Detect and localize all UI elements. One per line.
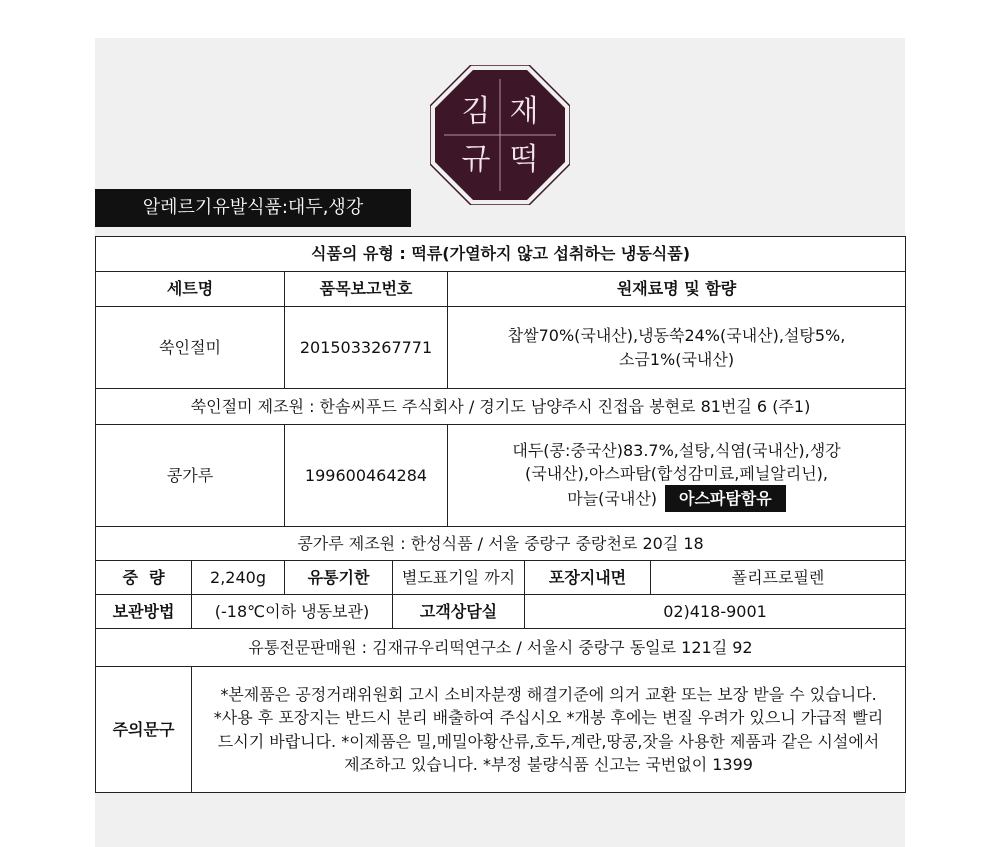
food-label-table: [95, 236, 906, 793]
storage-value: (-18℃이하 냉동보관): [192, 595, 393, 629]
aspartame-badge: 아스파탐함유: [665, 485, 786, 512]
weight-value: 2,240g: [192, 561, 285, 595]
logo-char-2: 재: [509, 94, 539, 129]
manufacturer-info: 콩가루 제조원 : 한성식품 / 서울 중랑구 중랑천로 20길 18: [96, 527, 906, 561]
notice-text: [192, 667, 906, 793]
product-report-no: 2015033267771: [285, 307, 448, 389]
brand-logo: [430, 65, 570, 205]
logo-char-3: 규: [461, 142, 491, 177]
cs-label: 고객상담실: [393, 595, 525, 629]
header-set-name: 세트명: [96, 272, 285, 307]
allergy-banner: 알레르기유발식품:대두,생강: [95, 189, 411, 227]
product-row: [96, 425, 906, 527]
logo-char-1: 김: [461, 94, 491, 129]
ingredients-line: 대두(콩:중국산)83.7%,설탕,식염(국내산),생강: [512, 440, 841, 460]
product-name: 콩가루: [96, 425, 285, 527]
header-ingredients: 원재료명 및 함량: [448, 272, 906, 307]
label-sheet: [95, 38, 905, 847]
expiry-value: 별도표기일 까지: [393, 561, 525, 595]
expiry-label: 유통기한: [285, 561, 393, 595]
logo-char-4: 떡: [509, 142, 539, 177]
cs-phone: 02)418-9001: [525, 595, 906, 629]
storage-label: 보관방법: [96, 595, 192, 629]
product-ingredients: [448, 425, 906, 527]
header-report-no: 품목보고번호: [285, 272, 448, 307]
ingredients-line-text: 마늘(국내산): [567, 489, 658, 509]
product-name: 쑥인절미: [96, 307, 285, 389]
weight-label: 중 량: [96, 561, 192, 595]
notice-line: 제조하고 있습니다. *부정 불량식품 신고는 국번없이 1399: [344, 754, 753, 774]
product-report-no: 199600464284: [285, 425, 448, 527]
distributor-info: 유통전문판매원 : 김재규우리떡연구소 / 서울시 중랑구 동일로 121길 92: [96, 629, 906, 667]
notice-line: *사용 후 포장지는 반드시 분리 배출하여 주십시오 *개봉 후에는 변질 우려가 있으니 가급적 빨리: [213, 708, 884, 728]
food-type: 식품의 유형 : 떡류(가열하지 않고 섭취하는 냉동식품): [96, 237, 906, 272]
notice-line: 드시기 바랍니다. *이제품은 밀,메밀아황산류,호두,계란,땅콩,잣을 사용한 제품과 같은 시설에서: [217, 731, 880, 751]
notice-label: 주의문구: [96, 667, 192, 793]
product-row: [96, 307, 906, 389]
package-value: 폴리프로필렌: [651, 561, 906, 595]
product-ingredients: [448, 307, 906, 389]
notice-line: *본제품은 공정거래위원회 고시 소비자분쟁 해결기준에 의거 교환 또는 보장 받을 수 있습니다.: [220, 685, 877, 705]
manufacturer-info: 쑥인절미 제조원 : 한솜씨푸드 주식회사 / 경기도 남양주시 진접읍 봉현로 81번길 6 (주1): [96, 389, 906, 425]
ingredients-line: 소금1%(국내산): [618, 349, 735, 369]
ingredients-line: [452, 485, 901, 512]
ingredients-line: 찹쌀70%(국내산),냉동쑥24%(국내산),설탕5%,: [507, 326, 846, 346]
package-label: 포장지내면: [525, 561, 651, 595]
ingredients-line: (국내산),아스파탐(합성감미료,페닐알리닌),: [525, 463, 828, 483]
